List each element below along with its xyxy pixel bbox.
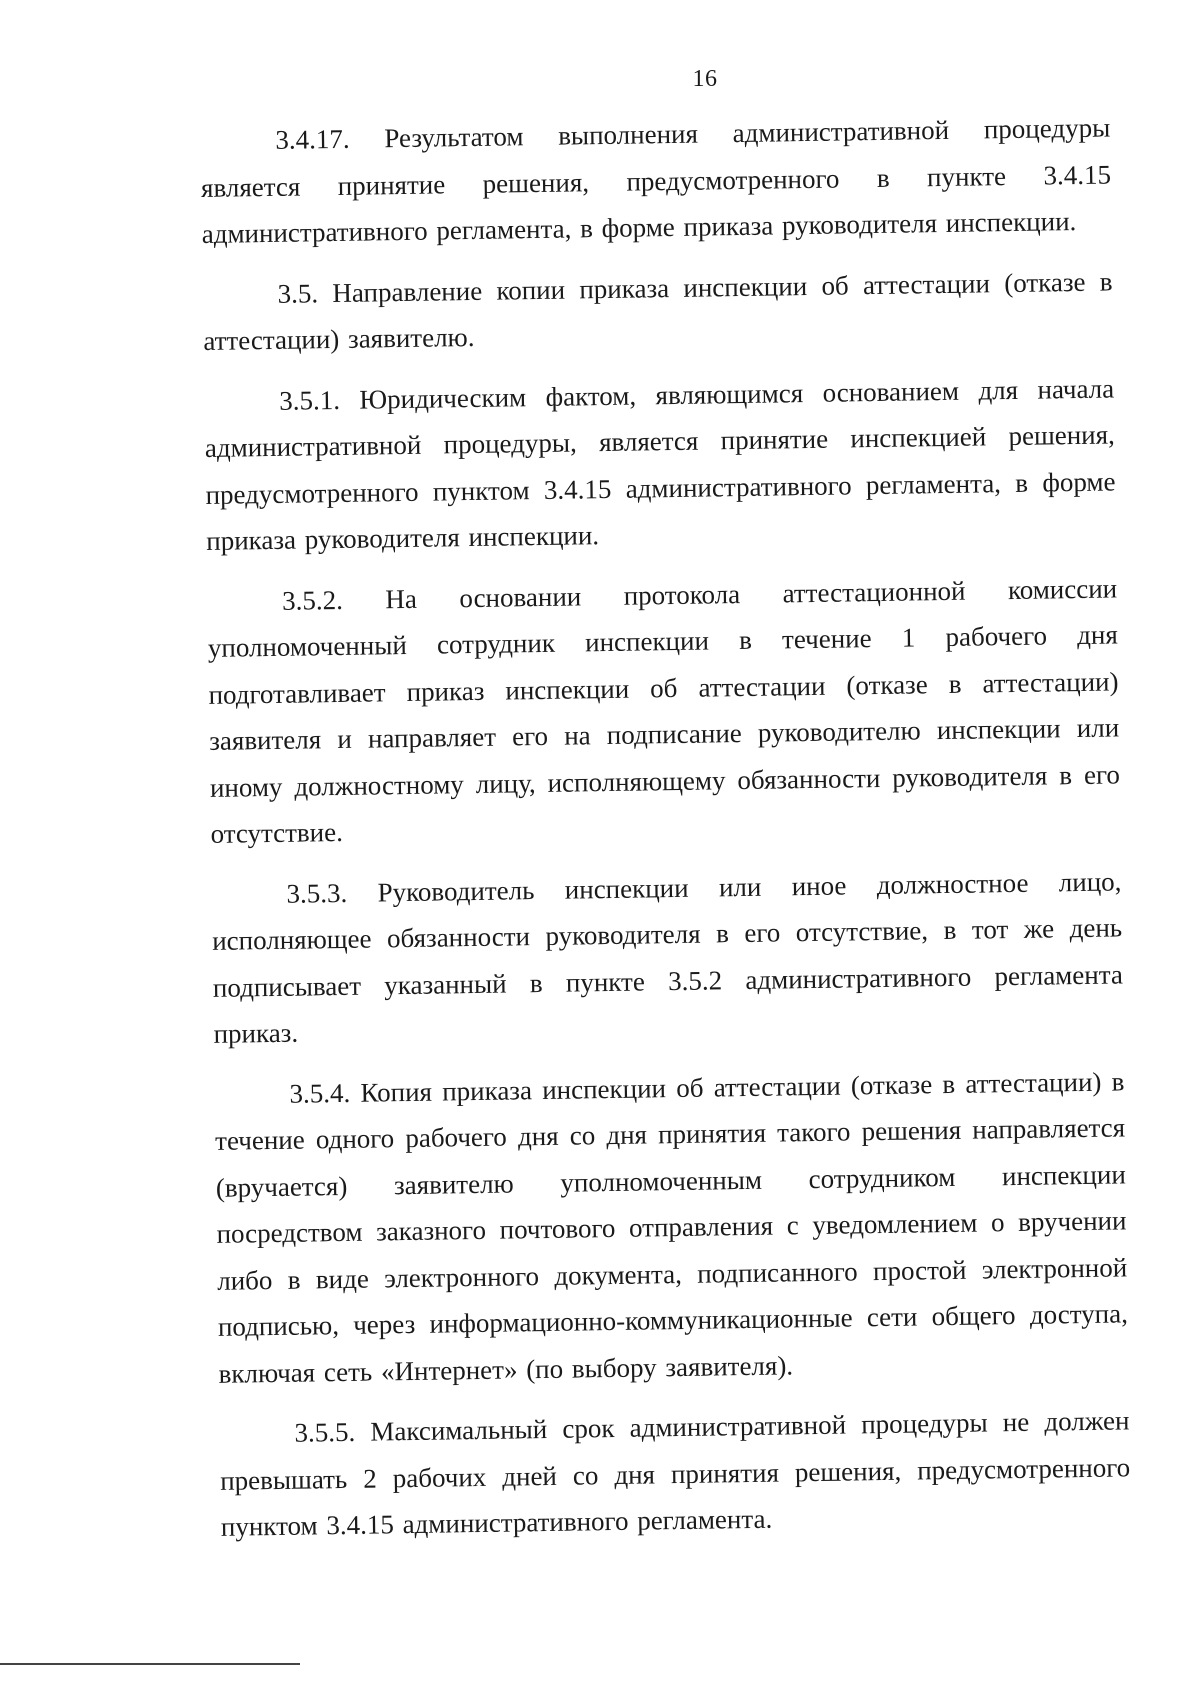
paragraph-3-5-5: 3.5.5. Максимальный срок административной процедуры не должен превышать 2 рабочих дней со дня принятия решения, предусмотренного пунктом 3.4.15 административного регламента. [219,1405,1131,1542]
paragraph-3-5-4: 3.5.4. Копия приказа инспекции об аттестации (отказе в аттестации) в течение одного рабочего дня со дня принятия такого решения направляется (вручается) заявителю уполномоченным сотрудником инспекции посредством заказного почтового отправления с уведомлением о вручении либо в виде электронного документа, подписанного простой электронной подписью, через информационно-коммуникационные сети общего доступа, включая сеть «Интернет» (по выбору заявителя). [214,1065,1129,1389]
document-body [200,105,1131,1565]
footnote-separator-line [0,1663,300,1665]
paragraph-3-5-2: 3.5.2. На основании протокола аттестационной комиссии уполномоченный сотрудник инспекции в течение 1 рабочего дня подготавливает приказ инспекции об аттестации (отказе в аттестации) заявителя и направляет его на подписание руководителю инспекции или иному должностному лицу, исполняющему обязанности руководителя в его отсутствие. [207,572,1121,849]
paragraph-3-4-17: 3.4.17. Результатом выполнения административной процедуры является принятие решения, предусмотренного в пункте 3.4.15 административного регламента, в форме приказа руководителя инспекции. [200,112,1112,249]
paragraph-3-5-3: 3.5.3. Руководитель инспекции или иное должностное лицо, исполняющее обязанности руководителя в его отсутствие, в тот же день подписывает указанный в пункте 3.5.2 административного регламента приказ. [211,865,1124,1049]
paragraph-3-5: 3.5. Направление копии приказа инспекции об аттестации (отказе в аттестации) заявителю. [203,265,1113,356]
paragraph-3-5-1: 3.5.1. Юридическим фактом, являющимся основанием для начала административной процедуры, является принятие инспекцией решения, предусмотренного пунктом 3.4.15 административного регламента, в форме приказа руководителя инспекции. [204,372,1116,556]
page-number: 16 [692,66,718,92]
